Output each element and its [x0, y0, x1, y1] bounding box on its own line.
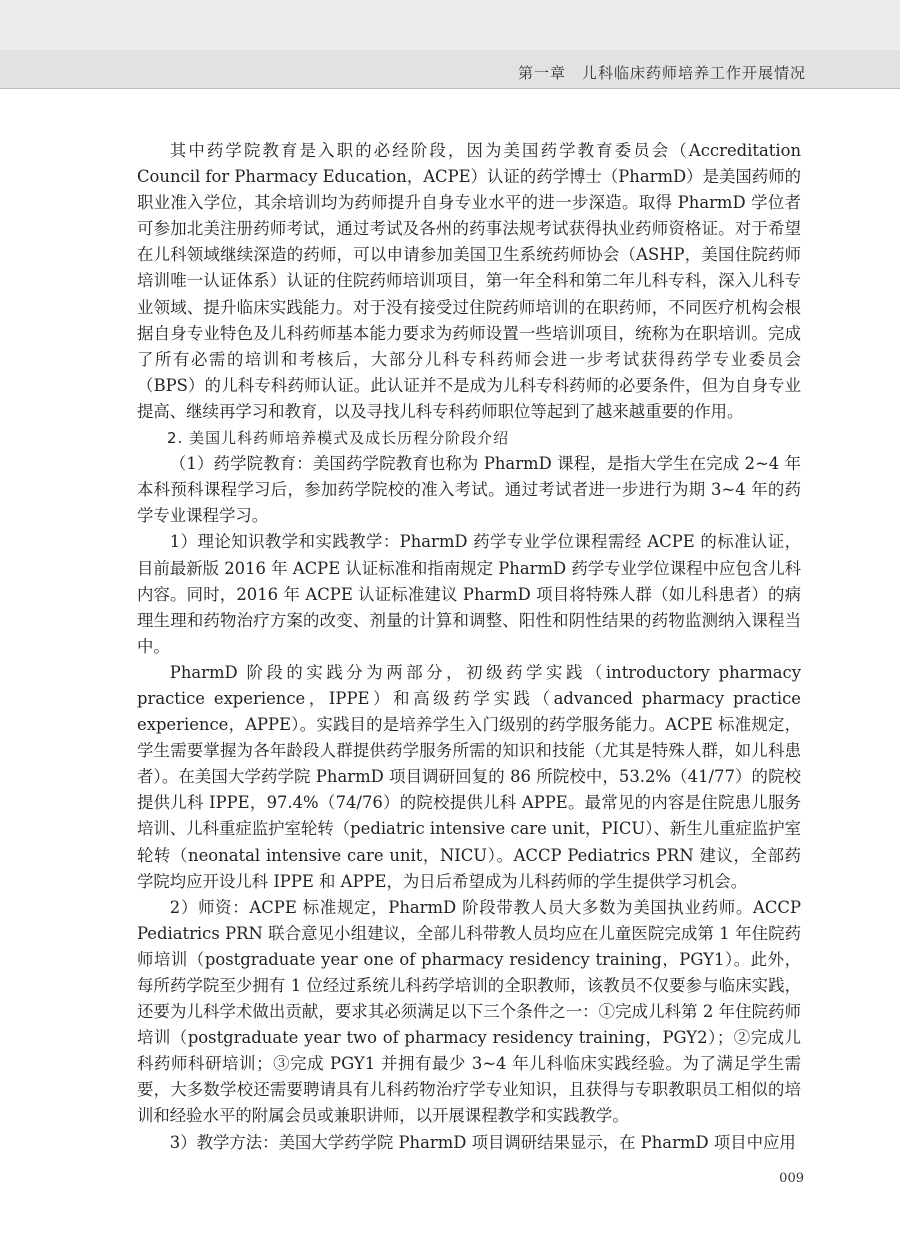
chapter-running-title: 第一章 儿科临床药师培养工作开展情况	[517, 64, 806, 82]
paragraph: 2）师资：ACPE 标准规定，PharmD 阶段带教人员大多数为美国执业药师。ACCP Pediatrics PRN 联合意见小组建议，全部儿科带教人员均应在儿童医院完成第 1 年住院药师培训（postgraduate year one of pharmacy residency training，PGY1）。此外，每所药学院至少拥有 1 位经过系统儿科药学培训的全职教师，该教员不仅要参与临床实践，还要为儿科学术做出贡献，要求其必须满足以下三个条件之一：①完成儿科第 2 年住院药师培训（postgraduate year two of pharmacy residency training，PGY2）；②完成儿科药师科研培训；③完成 PGY1 并拥有最少 3~4 年儿科临床实践经验。为了满足学生需要，大多数学校还需要聘请具有儿科药物治疗学专业知识，且获得与专职教职员工相似的培训和经验水平的附属会员或兼职讲师，以开展课程教学和实践教学。	[137, 897, 801, 1126]
header-rule	[0, 88, 900, 89]
paragraph: 其中药学院教育是入职的必经阶段，因为美国药学教育委员会（Accreditation Council for Pharmacy Education，ACPE）认证的药学博士（PharmD）是美国药师的职业准入学位，其余培训均为药师提升自身专业水平的进一步深造。取得 PharmD 学位者可参加北美注册药师考试，通过考试及各州的药事法规考试获得执业药师资格证。对于希望在儿科领域继续深造的药师，可以申请参加美国卫生系统药师协会（ASHP，美国住院药师培训唯一认证体系）认证的住院药师培训项目，第一年全科和第二年儿科专科，深入儿科专业领域、提升临床实践能力。对于没有接受过住院药师培训的在职药师，不同医疗机构会根据自身专业特色及儿科药师基本能力要求为药师设置一些培训项目，统称为在职培训。完成了所有必需的培训和考核后，大部分儿科专科药师会进一步考试获得药学专业委员会（BPS）的儿科专科药师认证。此认证并不是成为儿科专科药师的必要条件，但为自身专业提高、继续再学习和教育，以及寻找儿科专科药师职位等起到了越来越重要的作用。	[137, 141, 801, 421]
page-number: 009	[779, 1171, 804, 1186]
section-heading: 2. 美国儿科药师培养模式及成长历程分阶段介绍	[167, 429, 510, 448]
body-text	[137, 138, 801, 1156]
paragraph: 1）理论知识教学和实践教学：PharmD 药学专业学位课程需经 ACPE 的标准认证，目前最新版 2016 年 ACPE 认证标准和指南规定 PharmD 药学专业学位课程中应包含儿科内容。同时，2016 年 ACPE 认证标准建议 PharmD 项目将特殊人群（如儿科患者）的病理生理和药物治疗方案的改变、剂量的计算和调整、阳性和阴性结果的药物监测纳入课程当中。	[137, 532, 801, 656]
paragraph: 3）教学方法：美国大学药学院 PharmD 项目调研结果显示，在 PharmD 项目中应用	[169, 1132, 796, 1152]
paragraph: （1）药学院教育：美国药学院教育也称为 PharmD 课程，是指大学生在完成 2~4 年本科预科课程学习后，参加药学院校的准入考试。通过考试者进一步进行为期 3~4 年的药学专业课程学习。	[137, 454, 801, 526]
paragraph: PharmD 阶段的实践分为两部分，初级药学实践（introductory pharmacy practice experience，IPPE）和高级药学实践（advanced pharmacy practice experience，APPE）。实践目的是培养学生入门级别的药学服务能力。ACPE 标准规定，学生需要掌握为各年龄段人群提供药学服务所需的知识和技能（尤其是特殊人群，如儿科患者）。在美国大学药学院 PharmD 项目调研回复的 86 所院校中，53.2%（41/77）的院校提供儿科 IPPE，97.4%（74/76）的院校提供儿科 APPE。最常见的内容是住院患儿服务培训、儿科重症监护室轮转（pediatric intensive care unit，PICU）、新生儿重症监护室轮转（neonatal intensive care unit，NICU）。ACCP Pediatrics PRN 建议，全部药学院均应开设儿科 IPPE 和 APPE，为日后希望成为儿科药师的学生提供学习机会。	[137, 662, 801, 891]
